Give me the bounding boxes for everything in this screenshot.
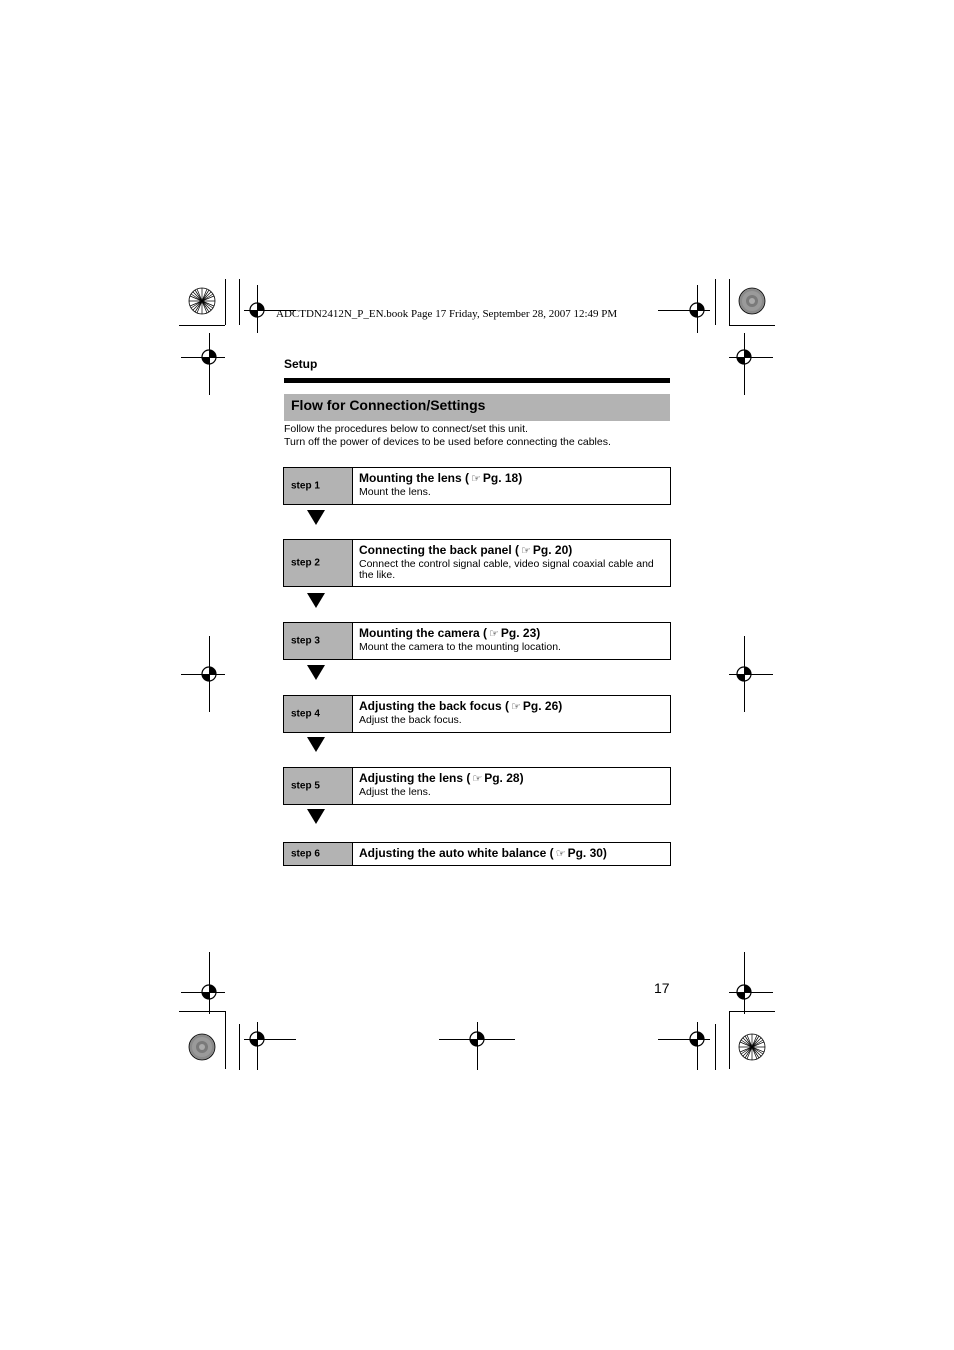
pointing-hand-reference-icon: ☞ <box>472 773 483 785</box>
step-1 <box>283 467 671 505</box>
step-description: Adjust the back focus. <box>359 714 462 726</box>
step-label-box <box>284 623 353 659</box>
step-label: step 1 <box>291 480 320 492</box>
arrow-down-icon <box>307 665 325 680</box>
pointing-hand-reference-icon: ☞ <box>521 545 531 557</box>
step-label: step 6 <box>291 848 320 860</box>
title-bar <box>284 394 670 421</box>
step-title: Mounting the camera ( <box>359 626 488 640</box>
step-title: Mounting the lens ( <box>359 471 469 485</box>
step-description: Connect the control signal cable, video signal coaxial cable and the like. <box>359 558 654 581</box>
step-page-ref[interactable]: Pg. 20) <box>532 543 573 557</box>
step-5 <box>283 767 671 805</box>
intro-line-1: Follow the procedures below to connect/set this unit. <box>284 423 528 435</box>
step-label: step 3 <box>291 635 320 647</box>
step-3 <box>283 622 671 660</box>
pointing-hand-reference-icon: ☞ <box>489 628 499 640</box>
step-description: Mount the lens. <box>359 486 431 498</box>
arrow-down-icon <box>307 593 325 608</box>
intro-line-2: Turn off the power of devices to be used before connecting the cables. <box>284 436 611 448</box>
step-label: step 5 <box>291 780 320 792</box>
step-label: step 4 <box>291 708 320 720</box>
pointing-hand-reference-icon: ☞ <box>471 473 481 485</box>
page-title: Flow for Connection/Settings <box>291 397 486 413</box>
step-2 <box>283 539 671 587</box>
book-header: ADCTDN2412N_P_EN.book Page 17 Friday, September 28, 2007 12:49 PM <box>276 308 618 320</box>
step-6 <box>283 842 671 866</box>
page-number: 17 <box>654 980 670 996</box>
step-page-ref[interactable]: Pg. 26) <box>522 699 563 713</box>
arrow-down-icon <box>307 737 325 752</box>
step-label-box <box>284 468 353 504</box>
step-label-box <box>284 768 353 804</box>
step-label: step 2 <box>291 557 320 569</box>
arrow-down-icon <box>307 510 325 525</box>
step-page-ref[interactable]: Pg. 18) <box>482 471 523 485</box>
step-title: Adjusting the lens ( <box>359 771 471 785</box>
section-rule <box>284 378 670 383</box>
step-page-ref[interactable]: Pg. 23) <box>500 626 541 640</box>
step-description: Adjust the lens. <box>359 786 431 798</box>
pointing-hand-reference-icon: ☞ <box>555 848 566 860</box>
section-label: Setup <box>284 357 318 371</box>
step-page-ref[interactable]: Pg. 30) <box>567 846 607 860</box>
step-title: Adjusting the auto white balance ( <box>359 846 554 860</box>
step-label-box <box>284 843 353 865</box>
step-4 <box>283 695 671 733</box>
step-title: Connecting the back panel ( <box>359 543 520 557</box>
arrow-down-icon <box>307 809 325 824</box>
step-description: Mount the camera to the mounting location. <box>359 641 561 653</box>
step-label-box <box>284 540 353 586</box>
step-page-ref[interactable]: Pg. 28) <box>484 771 524 785</box>
pointing-hand-reference-icon: ☞ <box>511 701 521 713</box>
step-title: Adjusting the back focus ( <box>359 699 510 713</box>
step-label-box <box>284 696 353 732</box>
